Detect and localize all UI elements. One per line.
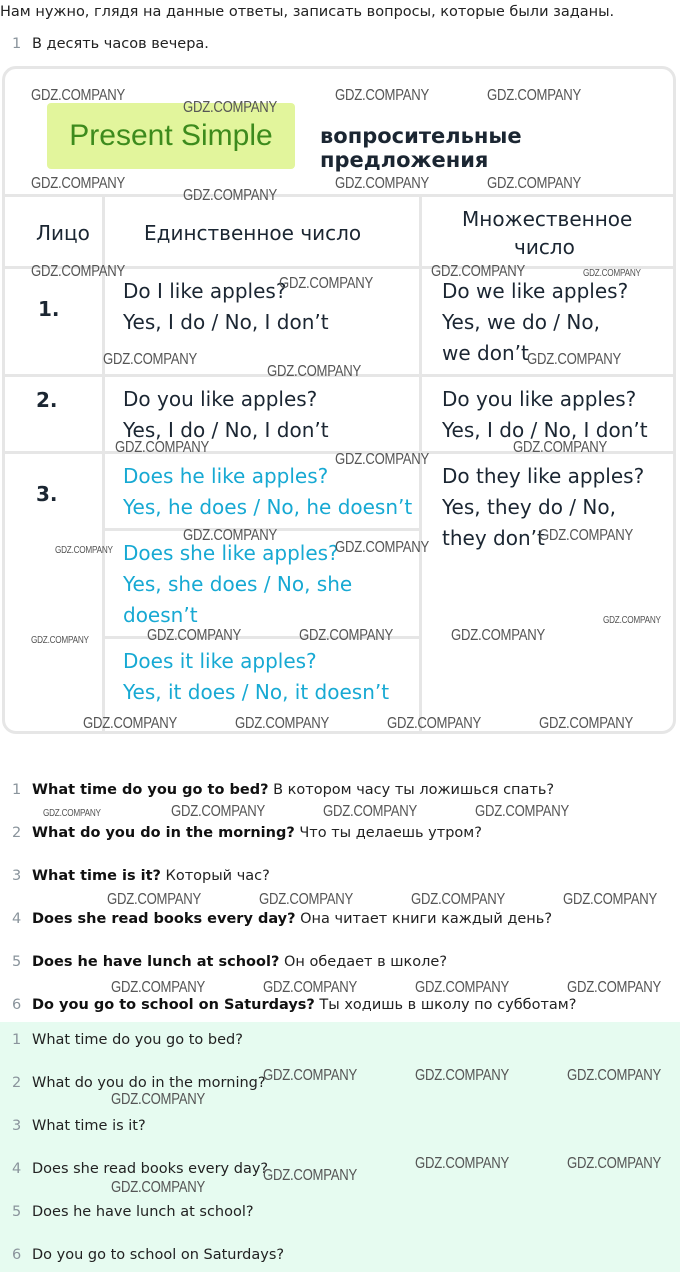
table-divider (5, 194, 675, 197)
cell-text-highlight: Does she like apples? (123, 541, 339, 565)
watermark: GDZ.COMPANY (183, 187, 278, 204)
present-simple-badge: Present Simple (47, 103, 295, 169)
watermark: GDZ.COMPANY (487, 175, 582, 192)
question-item: 3 What time is it? Который час? (12, 868, 270, 884)
watermark: GDZ.COMPANY (263, 1067, 358, 1084)
cell-text: Yes, I do / No, I don’t (442, 418, 648, 442)
watermark: GDZ.COMPANY (387, 715, 482, 732)
cell-text-highlight: Does it like apples? (123, 649, 317, 673)
answers-panel (0, 1022, 680, 1272)
watermark: GDZ.COMPANY (111, 1179, 206, 1196)
watermark: GDZ.COMPANY (431, 263, 526, 280)
watermark: GDZ.COMPANY (31, 175, 126, 192)
task-instruction: Нам нужно, глядя на данные ответы, записать вопросы, которые были заданы. (0, 4, 615, 20)
cell-text: Yes, we do / No, (442, 310, 600, 334)
example-text: В десять часов вечера. (32, 36, 209, 52)
watermark: GDZ.COMPANY (55, 545, 113, 556)
table-subtitle: вопросительные предложения (320, 124, 522, 172)
question-item: 1 What time do you go to bed? В котором часу ты ложишься спать? (12, 782, 555, 798)
cell-text-highlight: Yes, she does / No, she (123, 572, 353, 596)
answer-item: 3 What time is it? (12, 1118, 146, 1134)
answer-item: 2 What do you do in the morning? (12, 1075, 266, 1091)
header-plural-line1: Множественное (462, 207, 633, 231)
watermark: GDZ.COMPANY (299, 627, 394, 644)
person-number: 3. (36, 482, 58, 506)
watermark: GDZ.COMPANY (31, 263, 126, 280)
cell-text: Yes, I do / No, I don’t (123, 418, 329, 442)
table-divider (104, 528, 420, 531)
watermark: GDZ.COMPANY (279, 275, 374, 292)
cell-text: they don’t (442, 526, 545, 550)
watermark: GDZ.COMPANY (183, 99, 278, 116)
watermark: GDZ.COMPANY (103, 351, 198, 368)
watermark: GDZ.COMPANY (31, 87, 126, 104)
watermark: GDZ.COMPANY (539, 715, 634, 732)
watermark: GDZ.COMPANY (171, 803, 266, 820)
watermark: GDZ.COMPANY (263, 979, 358, 996)
example-number: 1 (12, 36, 22, 52)
watermark: GDZ.COMPANY (115, 439, 210, 456)
watermark: GDZ.COMPANY (43, 808, 101, 819)
watermark: GDZ.COMPANY (147, 627, 242, 644)
table-divider (5, 266, 675, 269)
watermark: GDZ.COMPANY (583, 268, 641, 279)
cell-text: we don’t (442, 341, 529, 365)
watermark: GDZ.COMPANY (451, 627, 546, 644)
cell-text-highlight: Does he like apples? (123, 464, 329, 488)
watermark: GDZ.COMPANY (539, 527, 634, 544)
watermark: GDZ.COMPANY (415, 1067, 510, 1084)
person-number: 2. (36, 388, 58, 412)
watermark: GDZ.COMPANY (335, 87, 430, 104)
watermark: GDZ.COMPANY (111, 1091, 206, 1108)
watermark: GDZ.COMPANY (107, 891, 202, 908)
watermark: GDZ.COMPANY (475, 803, 570, 820)
watermark: GDZ.COMPANY (567, 1155, 662, 1172)
cell-text-highlight: doesn’t (123, 603, 198, 627)
header-person: Лицо (36, 221, 90, 245)
watermark: GDZ.COMPANY (603, 615, 661, 626)
watermark: GDZ.COMPANY (111, 979, 206, 996)
watermark: GDZ.COMPANY (235, 715, 330, 732)
example-line (12, 36, 209, 52)
watermark: GDZ.COMPANY (335, 451, 430, 468)
answer-item: 4 Does she read books every day? (12, 1161, 269, 1177)
watermark: GDZ.COMPANY (415, 979, 510, 996)
question-item: 2 What do you do in the morning? Что ты делаешь утром? (12, 825, 482, 841)
table-divider (5, 374, 675, 377)
cell-text-highlight: Yes, he does / No, he doesn’t (123, 495, 413, 519)
answer-item: 5 Does he have lunch at school? (12, 1204, 254, 1220)
watermark: GDZ.COMPANY (411, 891, 506, 908)
watermark: GDZ.COMPANY (323, 803, 418, 820)
watermark: GDZ.COMPANY (567, 1067, 662, 1084)
person-number: 1. (38, 297, 60, 321)
question-item: 5 Does he have lunch at school? Он обедает в школе? (12, 954, 448, 970)
header-plural-line2: число (514, 235, 575, 259)
watermark: GDZ.COMPANY (263, 1167, 358, 1184)
watermark: GDZ.COMPANY (563, 891, 658, 908)
table-divider (102, 196, 105, 731)
table-divider (104, 636, 420, 639)
watermark: GDZ.COMPANY (335, 539, 430, 556)
cell-text-highlight: Yes, it does / No, it doesn’t (123, 680, 390, 704)
watermark: GDZ.COMPANY (335, 175, 430, 192)
watermark: GDZ.COMPANY (31, 635, 89, 646)
cell-text: Yes, they do / No, (442, 495, 616, 519)
watermark: GDZ.COMPANY (567, 979, 662, 996)
answer-item: 1 What time do you go to bed? (12, 1032, 243, 1048)
cell-text: Yes, I do / No, I don’t (123, 310, 329, 334)
table-divider (419, 196, 422, 731)
table-divider (5, 451, 675, 454)
question-item: 4 Does she read books every day? Она читает книги каждый день? (12, 911, 553, 927)
cell-text: Do you like apples? (123, 387, 318, 411)
cell-text: Do I like apples? (123, 279, 287, 303)
header-singular: Единственное число (144, 221, 362, 245)
watermark: GDZ.COMPANY (259, 891, 354, 908)
question-item: 6 Do you go to school on Saturdays? Ты ходишь в школу по субботам? (12, 997, 577, 1013)
answer-item: 6 Do you go to school on Saturdays? (12, 1247, 285, 1263)
cell-text: Do you like apples? (442, 387, 637, 411)
cell-text: Do we like apples? (442, 279, 629, 303)
cell-text: Do they like apples? (442, 464, 645, 488)
watermark: GDZ.COMPANY (487, 87, 582, 104)
watermark: GDZ.COMPANY (267, 363, 362, 380)
watermark: GDZ.COMPANY (83, 715, 178, 732)
watermark: GDZ.COMPANY (415, 1155, 510, 1172)
watermark: GDZ.COMPANY (513, 439, 608, 456)
watermark: GDZ.COMPANY (183, 527, 278, 544)
watermark: GDZ.COMPANY (527, 351, 622, 368)
